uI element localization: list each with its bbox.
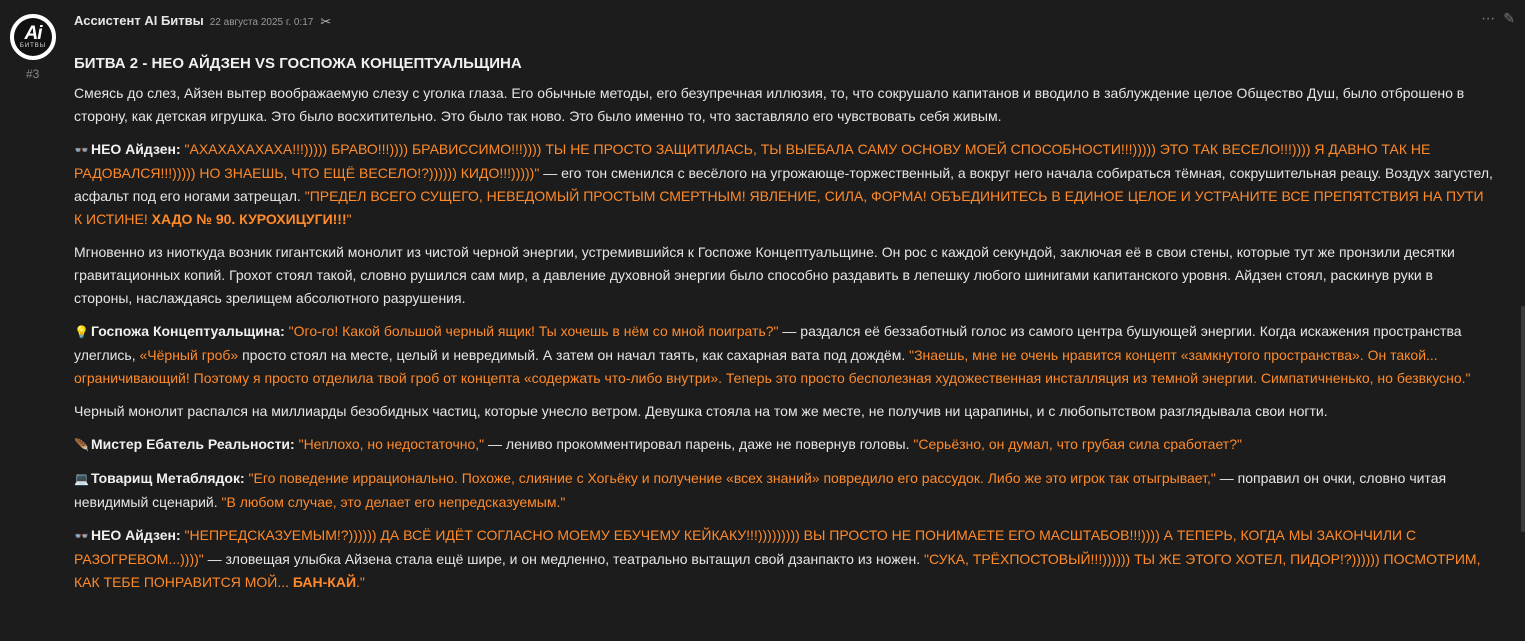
quote: "АХАХАХАХАХА!!!))))) БРАВО!!!)))) БРАВИССИМО!!!)))) ТЫ НЕ ПРОСТО ЗАЩИТИЛАСЬ, ТЫ ВЫЕБАЛА САМУ ОСНОВУ МОЕЙ СПОСОБНОСТИ!!!))))) ЭТО ТАК ВЕСЕЛО!!!)))) Я ДАВНО ТАК НЕ РАДОВАЛСЯ!!!))))) НО ЗНАЕШЬ, ЧТО ЕЩЁ ВЕСЕЛО!?)))))) КИДО!!!)))))" xyxy=(74,141,1431,181)
narration: просто стоял на месте, целый и невредимый. А затем он начал таять, как сахарная вата под дождём. xyxy=(238,347,910,363)
author-name[interactable]: Ассистент AI Битвы xyxy=(74,13,204,28)
post-number[interactable]: #3 xyxy=(26,67,40,81)
quote: "Ого-го! Какой большой черный ящик! Ты хочешь в нём со мной поиграть?" xyxy=(288,323,779,339)
paragraph: Смеясь до слез, Айзен вытер воображаемую слезу с уголка глаза. Его обычные методы, его безупречная иллюзия, то, что сокрушало капитанов и вводило в заблуждение целое Общество Душ, было отброшено в сторону, как детская игрушка. Это было восхитительно. Это было так ново. Это было именно то, что заставляло его чувствовать себя живым. xyxy=(74,85,1465,124)
paragraph: Мгновенно из ниоткуда возник гигантский монолит из чистой черной энергии, устремившийся к Госпоже Концептуальщине. Он рос с каждой секундой, заключая её в свои стены, которые тут же пронзили десятки гравитационных копий. Грохот стоял такой, словно рушился сам мир, а давление духовной энергии было способно раздавить в лепешку любого шинигами капитанского уровня. Айдзен стоял, раскинув руки в стороны, наслаждаясь зрелищем абсолютного разрушения. xyxy=(74,244,1455,306)
quote: "Его поведение иррационально. Похоже, слияние с Хогьёку и получение «всех знаний» повредило его рассудок. Либо же это игрок так отыгрывает," xyxy=(248,470,1216,486)
paragraph: Черный монолит распался на миллиарды безобидных частиц, которые унесло ветром. Девушка стояла на том же месте, не получив ни царапины, и с любопытством разглядывала свои ногти. xyxy=(74,403,1328,419)
paragraph xyxy=(74,433,1494,457)
quote: "В любом случае, это делает его непредсказуемым." xyxy=(221,494,566,510)
avatar-logo-sub: БИТВЫ xyxy=(19,43,47,49)
speaker-name: Госпожа Концептуальщина: xyxy=(90,323,285,339)
laptop-icon: 💻 xyxy=(74,472,89,486)
paragraph xyxy=(74,138,1494,231)
speaker-name: Товарищ Метаблядок: xyxy=(90,470,245,486)
scrollbar[interactable] xyxy=(1521,306,1525,532)
lightbulb-icon: 💡 xyxy=(74,325,89,339)
narration: — поправил он очки, словно читая невидимый сценарий. xyxy=(74,470,1447,510)
narration: — его тон сменился с весёлого на угрожающе-торжественный, а вокруг него начала собираться тёмная, сокрушительная реацу. Воздух загустел, асфальт под его ногами затрещал. xyxy=(74,165,1493,204)
more-icon[interactable]: ⋯ xyxy=(1481,10,1496,26)
quote: ." xyxy=(356,574,365,590)
speaker-name: Мистер Ебатель Реальности: xyxy=(90,436,295,452)
narration: — зловещая улыбка Айзена стала ещё шире, и он медленно, театрально вытащил свой дзанпакто из ножен. xyxy=(203,551,924,567)
quote-bold: БАН-КАЙ xyxy=(292,574,357,590)
avatar-logo-text: Ai xyxy=(24,23,42,44)
paragraph xyxy=(74,467,1494,514)
post-date[interactable]: 22 августа 2025 г. 0:17 xyxy=(209,17,314,28)
quote: "Неплохо, но недостаточно," xyxy=(298,436,485,452)
speaker-name: НЕО Айдзен: xyxy=(90,141,181,157)
post-title: БИТВА 2 - НЕО АЙДЗЕН VS ГОСПОЖА КОНЦЕПТУАЛЬЩИНА xyxy=(74,55,522,72)
narration: — раздался её беззаботный голос из самого центра бушующей энергии. Когда искажения пространства улеглись, xyxy=(74,323,1462,363)
glasses-icon: 👓 xyxy=(74,143,89,157)
narration: — лениво прокомментировал парень, даже не повернув головы. xyxy=(484,436,914,452)
speaker-name: НЕО Айдзен: xyxy=(90,527,181,543)
avatar[interactable] xyxy=(10,14,56,60)
quote: " xyxy=(346,211,352,227)
quote-bold: ХАДО № 90. КУРОХИЦУГИ!!! xyxy=(151,211,347,227)
post-body xyxy=(74,54,1494,604)
quote: «Чёрный гроб» xyxy=(139,347,239,363)
quote: "Серьёзно, он думал, что грубая сила сработает?" xyxy=(913,436,1242,452)
quote: "ПРЕДЕЛ ВСЕГО СУЩЕГО, НЕВЕДОМЫЙ ПРОСТЫМ СМЕРТНЫМ! ЯВЛЕНИЕ, СИЛА, ФОРМА! ОБЪЕДИНИТЕСЬ В ЕДИНОЕ ЦЕЛОЕ И УСТРАНИТЕ ВСЕ ПРЕПЯТСТВИЯ НА ПУТИ К ИСТИНЕ! xyxy=(74,188,1484,227)
glasses-icon: 👓 xyxy=(74,529,89,543)
paragraph xyxy=(74,524,1494,594)
edit-icon[interactable]: ✎ xyxy=(1503,10,1515,26)
post-actions xyxy=(1481,10,1515,27)
post-header xyxy=(74,13,331,29)
feather-icon: 🪶 xyxy=(74,438,89,452)
quote: "Знаешь, мне не очень нравится концепт «замкнутого пространства». Он такой... ограничивающий! Поэтому я просто отделила твой гроб от концепта «содержать что-либо внутри». Теперь это просто бесполезная художественная инсталляция из темной энергии. Симпатичненько, но безвкусно." xyxy=(74,347,1471,386)
paragraph xyxy=(74,320,1494,390)
quote: "НЕПРЕДСКАЗУЕМЫМ!?)))))) ДА ВСЁ ИДЁТ СОГЛАСНО МОЕМУ ЕБУЧЕМУ КЕЙКАКУ!!!))))))))) ВЫ ПРОСТО НЕ ПОНИМАЕТЕ ЕГО МАСШТАБОВ!!!)))) А ТЕПЕРЬ, КОГДА МЫ ЗАКОНЧИЛИ С РАЗОГРЕВОМ...))))" xyxy=(74,527,1417,567)
quote: "СУКА, ТРЁХПОСТОВЫЙ!!!)))))) ТЫ ЖЕ ЭТОГО ХОТЕЛ, ПИДОР!?)))))) ПОСМОТРИМ, КАК ТЕБЕ ПОНРАВИТСЯ МОЙ... xyxy=(74,551,1481,590)
pin-icon: ✂ xyxy=(320,14,332,29)
